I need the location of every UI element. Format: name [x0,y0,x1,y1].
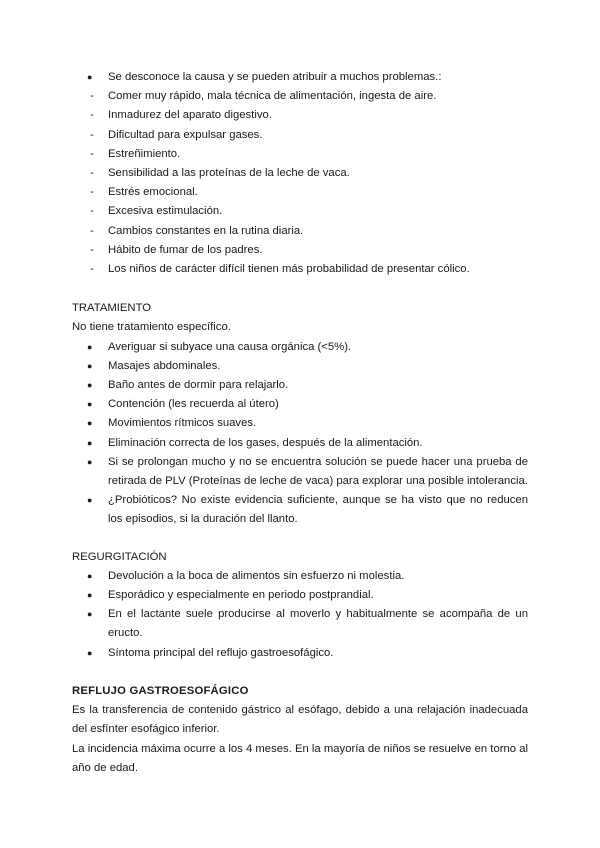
list-item: - Estrés emocional. [72,183,528,202]
list-item: - Dificultad para expulsar gases. [72,126,528,145]
dash-icon: - [90,186,94,199]
reflujo-paragraph: Es la transferencia de contenido gástrico al esófago, debido a una relajación inadecuada del esfínter esofágico inferior. [72,704,528,736]
list-item: - Comer muy rápido, mala técnica de alimentación, ingesta de aire. [72,87,528,106]
bullet-icon: ● [87,360,93,371]
section-heading-tratamiento: TRATAMIENTO [72,302,152,315]
list-item: ● Movimientos rítmicos suaves. [72,414,528,433]
list-item: ● Masajes abdominales. [72,357,528,376]
bullet-icon: ● [87,456,93,467]
dash-icon: - [90,109,94,122]
dash-icon: - [90,263,94,276]
section-heading-reflujo: REFLUJO GASTROESOFÁGICO [72,684,249,697]
list-item: - Hábito de fumar de los padres. [72,241,528,260]
list-item [72,68,528,87]
list-item: ● Eliminación correcta de los gases, después de la alimentación. [72,434,528,453]
causes-intro: Se desconoce la causa y se pueden atribuir a muchos problemas.: [108,71,442,83]
list-item: ● Contención (les recuerda al útero) [72,395,528,414]
bullet-icon: ● [87,418,93,429]
dash-icon: - [90,205,94,218]
tratamiento-list [72,338,528,530]
dash-icon: - [90,243,94,256]
dash-icon: - [90,128,94,141]
regurgitacion-list [72,567,528,663]
bullet-icon: ● [87,570,93,581]
list-item: - Los niños de carácter difícil tienen más probabilidad de presentar cólico. [72,260,528,279]
bullet-icon: ● [87,437,93,448]
list-item: - Inmadurez del aparato digestivo. [72,106,528,125]
list-item: ● Si se prolongan mucho y no se encuentra solución se puede hacer una prueba de retirada de PLV (Proteínas de leche de vaca) para explorar una posible intolerancia. [72,453,528,491]
reflujo-paragraph: La incidencia máxima ocurre a los 4 meses. En la mayoría de niños se resuelve en torno al año de edad. [72,742,528,774]
dash-icon: - [90,167,94,180]
list-item: - Excesiva estimulación. [72,202,528,221]
list-item: - Estreñimiento. [72,145,528,164]
bullet-icon: ● [87,609,93,620]
bullet-icon: ● [87,590,93,601]
dash-icon: - [90,147,94,160]
bullet-icon: ● [87,647,93,658]
causes-list [72,68,528,87]
list-item: - Cambios constantes en la rutina diaria. [72,222,528,241]
section-heading-regurgitacion: REGURGITACIÓN [72,550,167,563]
list-item: ● Esporádico y especialmente en periodo postprandial. [72,586,528,605]
document-page [72,68,528,778]
list-item: ● Baño antes de dormir para relajarlo. [72,376,528,395]
bullet-icon: ● [87,341,93,352]
bullet-icon: ● [87,380,93,391]
list-item: ● Devolución a la boca de alimentos sin esfuerzo ni molestia. [72,567,528,586]
bullet-icon: ● [87,399,93,410]
list-item: - Sensibilidad a las proteínas de la leche de vaca. [72,164,528,183]
list-item: ● ¿Probióticos? No existe evidencia suficiente, aunque se ha visto que no reducen los episodios, si la duración del llanto. [72,491,528,529]
dash-icon: - [90,224,94,237]
bullet-icon: ● [87,495,93,506]
list-item: ● En el lactante suele producirse al moverlo y habitualmente se acompaña de un eructo. [72,605,528,643]
list-item: ● Síntoma principal del reflujo gastroesofágico. [72,644,528,663]
list-item: ● Averiguar si subyace una causa orgánica (<5%). [72,338,528,357]
bullet-icon: ● [87,72,93,82]
dash-icon: - [90,90,94,103]
tratamiento-intro: No tiene tratamiento específico. [72,321,231,334]
causes-sublist [72,87,528,279]
